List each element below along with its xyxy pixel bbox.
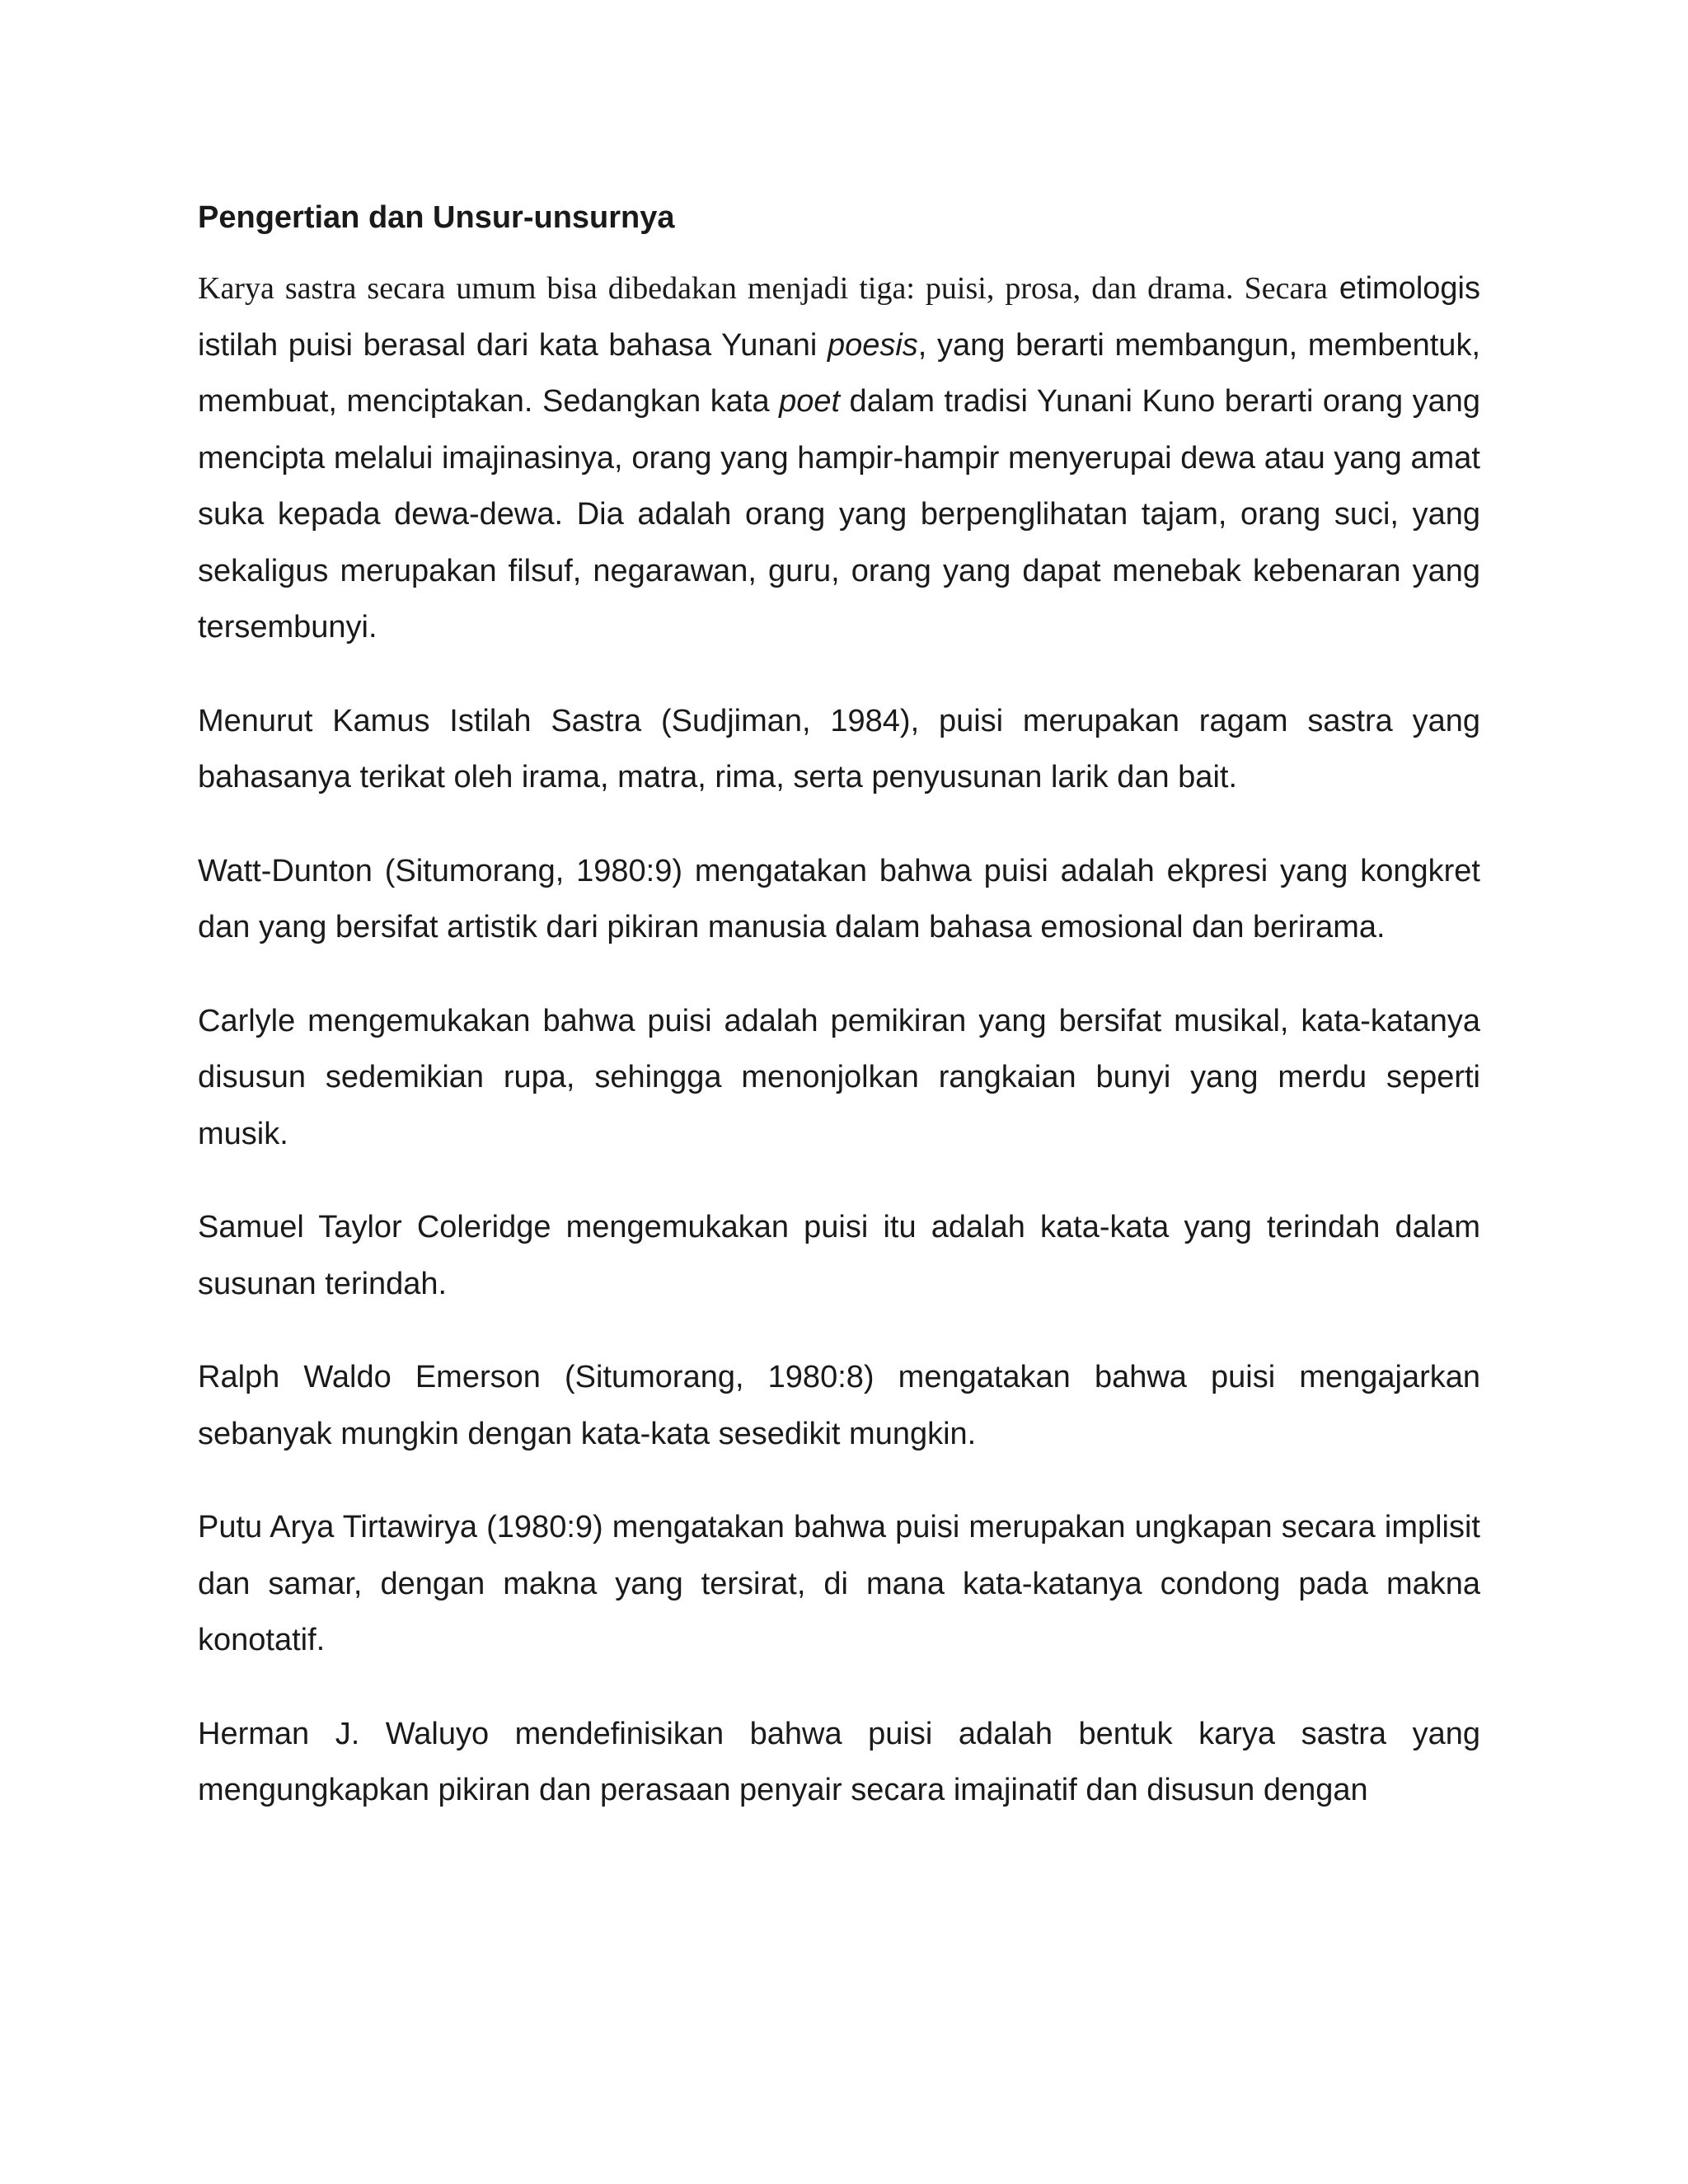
paragraph-carlyle: Carlyle mengemukakan bahwa puisi adalah pemikiran yang bersifat musikal, kata-katanya disusun sedemikian rupa, sehingga menonjolkan rangkaian bunyi yang merdu seperti musik.	[198, 1003, 1480, 1151]
intro-text-a: etimologis istilah puisi berasal dari kata bahasa Yunani	[198, 271, 1480, 363]
document-body	[198, 198, 1480, 1856]
paragraph-watt-dunton: Watt-Dunton (Situmorang, 1980:9) mengatakan bahwa puisi adalah ekpresi yang kongkret dan yang bersifat artistik dari pikiran manusia dalam bahasa emosional dan berirama.	[198, 853, 1480, 944]
paragraph-kamus: Menurut Kamus Istilah Sastra (Sudjiman, 1984), puisi merupakan ragam sastra yang bahasanya terikat oleh irama, matra, rima, serta penyusunan larik dan bait.	[198, 703, 1480, 794]
intro-text-c: dalam tradisi Yunani Kuno berarti orang yang mencipta melalui imajinasinya, orang yang hampir-hampir menyerupai dewa atau yang amat suka kepada dewa-dewa. Dia adalah orang yang berpenglihatan tajam, orang suci, yang sekaligus merupakan filsuf, negarawan, guru, orang yang dapat menebak kebenaran yang tersembunyi.	[198, 384, 1481, 644]
paragraph-waluyo: Herman J. Waluyo mendefinisikan bahwa puisi adalah bentuk karya sastra yang mengungkapkan pikiran dan perasaan penyair secara imajinatif dan disusun dengan	[198, 1716, 1480, 1807]
intro-term-poesis: poesis	[827, 327, 918, 363]
paragraph-coleridge: Samuel Taylor Coleridge mengemukakan puisi itu adalah kata-kata yang terindah dalam susunan terindah.	[198, 1210, 1480, 1301]
intro-term-poet: poet	[779, 384, 841, 419]
section-heading: Pengertian dan Unsur-unsurnya	[198, 200, 675, 235]
intro-text-b: , yang berarti membangun, membentuk, membuat, menciptakan. Sedangkan kata	[198, 327, 1480, 419]
paragraph-intro	[198, 260, 1480, 656]
paragraph-emerson: Ralph Waldo Emerson (Situmorang, 1980:8) mengatakan bahwa puisi mengajarkan sebanyak mungkin dengan kata-kata sesedikit mungkin.	[198, 1360, 1480, 1451]
paragraph-tirtawirya: Putu Arya Tirtawirya (1980:9) mengatakan bahwa puisi merupakan ungkapan secara implisit dan samar, dengan makna yang tersirat, di mana kata-katanya condong pada makna konotatif.	[198, 1510, 1480, 1657]
intro-lead-text: Karya sastra secara umum bisa dibedakan menjadi tiga: puisi, prosa, dan drama. Secara	[198, 271, 1328, 306]
